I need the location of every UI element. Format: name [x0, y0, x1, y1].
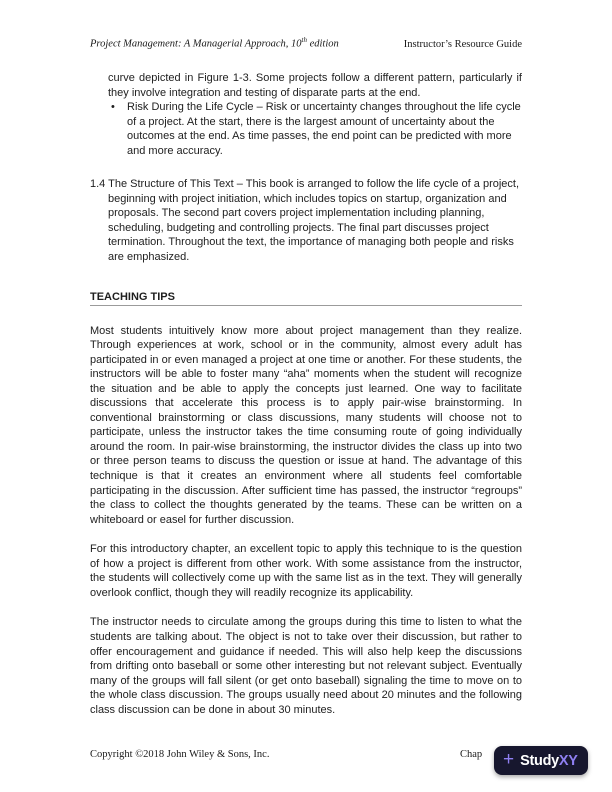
teaching-tips-paragraph-2: For this introductory chapter, an excellent topic to apply this technique to is the question of how a project is different from other work. With some assistance from the instructor, the students will collectively come up with the same list as in the text. They will generally overlook conflict, though they will readily recognize its applicability. — [90, 543, 522, 599]
teaching-tips-paragraph-3: The instructor needs to circulate among the groups during this time to listen to what the students are talking about. The object is not to take over their discussion, but rather to offer encouragement and guidance if needed. This will also help keep the discussions from drifting onto baseball or some other interesting but not relevant subject. Eventually many of the groups will fall silent (or get onto baseball) signaling the time to move on to the whole class discussion. The groups usually need about 20 minutes and the following class discussion can be done in about 30 minutes. — [90, 616, 522, 716]
book-title-suffix: edition — [306, 38, 339, 50]
chapter-page-label: Chap — [460, 749, 483, 760]
page-header — [90, 36, 522, 50]
bullet-icon: • — [111, 101, 115, 114]
teaching-tips-paragraph-1: Most students intuitively know more about project management than they realize. Through experiences at work, school or in the community, almost every adult has participated in or even managed a project at one time or another. For these students, the instructors will be able to foster many “aha” moments when the student will recognize the situation and be able to apply the concepts just learned. One way to facilitate discussions that accelerate this process is to apply pair-wise brainstorming. In conventional brainstorming or class discussions, many students will choose not to participate, unless the instructor takes the time consuming route of going individually around the room. In pair-wise brainstorming, the instructor divides the class up into two or three person teams to discuss the question or issue at hand. The advantage of this technique is that it creates an environment where all students feel comfortable participating in the discussion. After sufficient time has passed, the instructor “regroups” the class to collect the thoughts generated by the teams. These can be written on a whiteboard or easel for further discussion. — [90, 324, 522, 526]
paragraph-life-cycle-continuation: curve depicted in Figure 1-3. Some projects follow a different pattern, particularly if they involve integration and testing of disparate parts at the end. — [108, 72, 522, 99]
studyxy-badge-label — [520, 753, 578, 769]
book-title-superscript: th — [301, 36, 307, 44]
bullet-item-risk-during-life-cycle — [108, 100, 522, 158]
header-guide-title: Instructor’s Resource Guide — [403, 38, 522, 50]
teaching-tips-heading: TEACHING TIPS — [90, 290, 522, 306]
book-title-text: Project Management: A Managerial Approach, 10 — [90, 38, 302, 50]
plus-icon: + — [503, 749, 515, 770]
paragraph-section-1-4: 1.4 The Structure of This Text – This book is arranged to follow the life cycle of a project, beginning with project initiation, which includes topics on startup, organization and proposals. The second part covers project implementation including planning, scheduling, budgeting and controlling projects. The final part discusses project termination. Throughout the text, the importance of managing both people and risks are emphasized. — [90, 178, 520, 264]
studyxy-badge[interactable] — [494, 746, 588, 775]
badge-xy-text: XY — [558, 752, 578, 769]
badge-study-text: Study — [520, 752, 559, 769]
header-book-title — [90, 36, 339, 50]
copyright-text: Copyright ©2018 John Wiley & Sons, Inc. — [90, 749, 270, 760]
page-body — [90, 71, 522, 728]
bullet-item-text: Risk During the Life Cycle – Risk or uncertainty changes throughout the life cycle of a project. At the start, there is the largest amount of uncertainty about the outcomes at the end. As time passes, the end point can be predicted with more and more accuracy. — [127, 101, 521, 157]
